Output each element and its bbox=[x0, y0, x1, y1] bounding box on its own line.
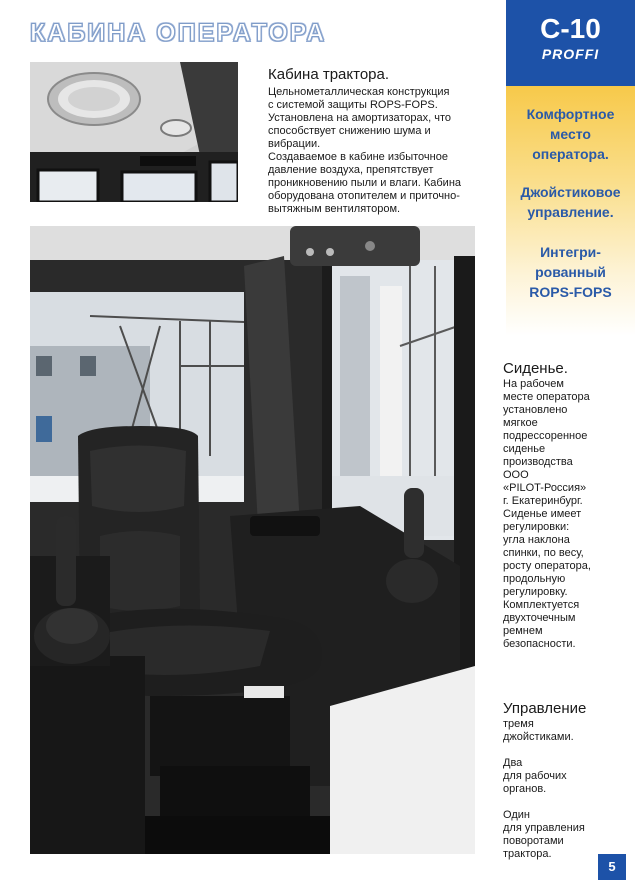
feature-line: ROPS-FOPS bbox=[529, 284, 612, 300]
cabin-text-line: Цельнометаллическая конструкция bbox=[268, 86, 450, 98]
seat-text-line: росту оператора, bbox=[503, 560, 591, 572]
seat-text-line: «PILOT-Россия» bbox=[503, 482, 587, 494]
seat-text-line: продольную bbox=[503, 573, 566, 585]
cabin-text-line: проникновению пыли и влаги. Кабина bbox=[268, 177, 462, 189]
seat-text-line: установлено bbox=[503, 404, 568, 416]
seat-text-line: производства bbox=[503, 456, 573, 468]
seat-text-line: месте оператора bbox=[503, 391, 590, 403]
control-description bbox=[503, 700, 627, 861]
seat-text-line: подрессоренное bbox=[503, 430, 588, 442]
cabin-ceiling-illustration bbox=[30, 62, 238, 202]
page-number: 5 bbox=[598, 854, 626, 880]
feature-line: рованный bbox=[535, 264, 606, 280]
seat-text-line: Сиденье имеет bbox=[503, 508, 582, 520]
control-text-line: Один bbox=[503, 809, 530, 821]
seat-text-line: ООО bbox=[503, 469, 529, 481]
cabin-text-line: вибрации. bbox=[268, 138, 321, 150]
feature-line: Комфортное bbox=[526, 106, 615, 122]
control-text-line: джойстиками. bbox=[503, 731, 574, 743]
cabin-text-line: Установлена на амортизаторах, что bbox=[268, 112, 452, 124]
page-title: КАБИНА ОПЕРАТОРА bbox=[30, 19, 327, 47]
control-heading: Управление bbox=[503, 700, 587, 717]
cabin-text-line: оборудована отопителем и приточно- bbox=[268, 190, 460, 202]
seat-text-line: На рабочем bbox=[503, 378, 564, 390]
features-panel bbox=[506, 86, 635, 336]
model-badge bbox=[506, 0, 635, 86]
feature-comfort bbox=[506, 104, 635, 164]
control-text-line: для управления bbox=[503, 822, 585, 834]
seat-text-line: двухточечным bbox=[503, 612, 576, 624]
feature-line: Интегри- bbox=[540, 244, 601, 260]
feature-line: управление. bbox=[527, 204, 614, 220]
cabin-text-line: способствует снижению шума и bbox=[268, 125, 431, 137]
feature-line: оператора. bbox=[532, 146, 609, 162]
cabin-text-line: с системой защиты ROPS-FOPS. bbox=[268, 99, 438, 111]
control-text-line: трактора. bbox=[503, 848, 552, 860]
cabin-ceiling-photo bbox=[30, 62, 238, 202]
cabin-text-line: давление воздуха, препятствует bbox=[268, 164, 434, 176]
cabin-text-line: вытяжным вентилятором. bbox=[268, 203, 401, 215]
cabin-description bbox=[268, 66, 498, 216]
cabin-text-line: Создаваемое в кабине избыточное bbox=[268, 151, 448, 163]
feature-rops bbox=[506, 242, 635, 302]
seat-text-line: регулировку. bbox=[503, 586, 568, 598]
feature-joystick bbox=[506, 182, 635, 222]
control-text-line: для рабочих bbox=[503, 770, 567, 782]
feature-line: место bbox=[550, 126, 591, 142]
control-text-line: Два bbox=[503, 757, 523, 769]
seat-text-line: ремнем bbox=[503, 625, 543, 637]
seat-text-line: мягкое bbox=[503, 417, 538, 429]
control-text-line: поворотами bbox=[503, 835, 564, 847]
operator-seat-photo bbox=[30, 226, 475, 854]
seat-text-line: сиденье bbox=[503, 443, 546, 455]
seat-text-line: Комплектуется bbox=[503, 599, 580, 611]
seat-text-line: г. Екатеринбург. bbox=[503, 495, 583, 507]
feature-line: Джойстиковое bbox=[520, 184, 621, 200]
seat-text-line: регулировки: bbox=[503, 521, 570, 533]
seat-heading: Сиденье. bbox=[503, 360, 568, 377]
seat-text-line: спинки, по весу, bbox=[503, 547, 584, 559]
operator-seat-illustration bbox=[30, 226, 475, 854]
seat-description bbox=[503, 360, 627, 651]
model-subtitle: PROFFI bbox=[541, 46, 600, 62]
control-text-line: органов. bbox=[503, 783, 547, 795]
cabin-heading: Кабина трактора. bbox=[268, 66, 390, 83]
control-text-line: тремя bbox=[503, 718, 534, 730]
seat-text-line: безопасности. bbox=[503, 638, 576, 650]
model-name: C-10 bbox=[540, 13, 601, 44]
seat-text-line: угла наклона bbox=[503, 534, 570, 546]
